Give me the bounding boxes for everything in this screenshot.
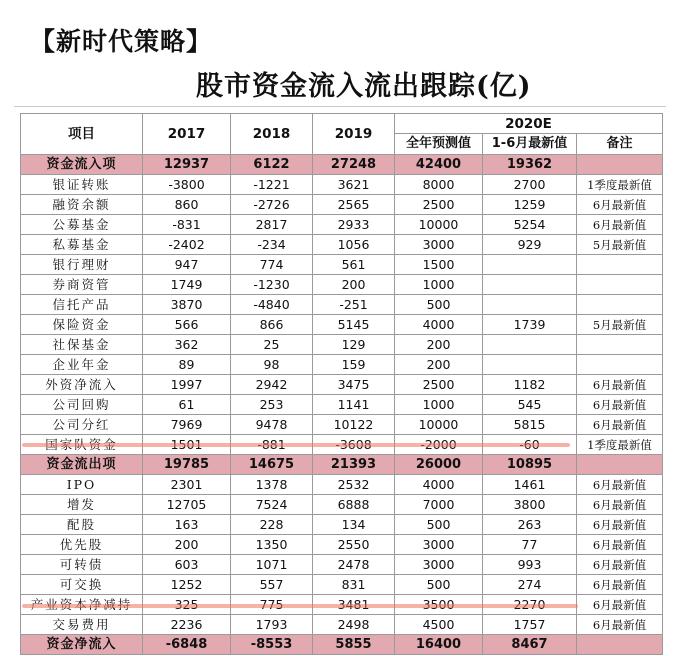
note-cell [577, 275, 663, 295]
row-label: 公募基金 [21, 215, 143, 235]
value-cell: 3000 [395, 235, 483, 255]
year-column-header: 2019 [313, 114, 395, 155]
table-row [21, 615, 663, 635]
value-cell [483, 255, 577, 275]
value-cell: 14675 [231, 455, 313, 475]
value-cell: 2700 [483, 175, 577, 195]
value-cell: 200 [313, 275, 395, 295]
value-cell [483, 355, 577, 375]
value-cell: 1182 [483, 375, 577, 395]
note-cell: 6月最新值 [577, 515, 663, 535]
table-row [21, 355, 663, 375]
value-cell: 12705 [143, 495, 231, 515]
table-row [21, 315, 663, 335]
row-label: 企业年金 [21, 355, 143, 375]
value-cell: -2726 [231, 195, 313, 215]
note-cell: 6月最新值 [577, 195, 663, 215]
row-label: 私募基金 [21, 235, 143, 255]
note-cell: 6月最新值 [577, 575, 663, 595]
row-label: 银行理财 [21, 255, 143, 275]
value-cell: -1230 [231, 275, 313, 295]
value-cell: 200 [395, 335, 483, 355]
year-column-header: 2018 [231, 114, 313, 155]
value-cell [483, 275, 577, 295]
fund-flow-table [20, 113, 663, 655]
value-cell: 2301 [143, 475, 231, 495]
value-cell: 26000 [395, 455, 483, 475]
value-cell: 1350 [231, 535, 313, 555]
value-cell: 2942 [231, 375, 313, 395]
value-cell: 7000 [395, 495, 483, 515]
value-cell: 545 [483, 395, 577, 415]
row-label: 公司分红 [21, 415, 143, 435]
value-cell: 362 [143, 335, 231, 355]
value-cell: 163 [143, 515, 231, 535]
note-cell [577, 255, 663, 275]
row-label: 可交换 [21, 575, 143, 595]
value-cell: 253 [231, 395, 313, 415]
row-label: 可转债 [21, 555, 143, 575]
value-cell: 10000 [395, 215, 483, 235]
value-cell: 8467 [483, 635, 577, 655]
row-label: 增发 [21, 495, 143, 515]
value-cell: 1000 [395, 395, 483, 415]
value-cell: 3621 [313, 175, 395, 195]
value-cell: 19362 [483, 155, 577, 175]
note-cell: 6月最新值 [577, 595, 663, 615]
value-cell: 500 [395, 575, 483, 595]
value-cell: 10895 [483, 455, 577, 475]
value-cell: 200 [395, 355, 483, 375]
value-cell: -234 [231, 235, 313, 255]
row-label: 优先股 [21, 535, 143, 555]
value-cell: 866 [231, 315, 313, 335]
table-row [21, 335, 663, 355]
note-cell: 6月最新值 [577, 395, 663, 415]
row-label: 券商资管 [21, 275, 143, 295]
value-cell: 6888 [313, 495, 395, 515]
row-label: 信托产品 [21, 295, 143, 315]
note-cell: 6月最新值 [577, 495, 663, 515]
value-cell: 10000 [395, 415, 483, 435]
row-label: 资金净流入 [21, 635, 143, 655]
summary-row [21, 635, 663, 655]
value-cell: 561 [313, 255, 395, 275]
note-column-header: 备注 [577, 134, 663, 155]
note-cell: 6月最新值 [577, 615, 663, 635]
note-cell: 6月最新值 [577, 375, 663, 395]
value-cell: 10122 [313, 415, 395, 435]
value-cell: 263 [483, 515, 577, 535]
table-row [21, 215, 663, 235]
value-cell: 27248 [313, 155, 395, 175]
table-row [21, 175, 663, 195]
value-cell: 603 [143, 555, 231, 575]
value-cell: -2402 [143, 235, 231, 255]
note-cell: 6月最新值 [577, 475, 663, 495]
note-cell [577, 335, 663, 355]
note-cell: 5月最新值 [577, 235, 663, 255]
row-label: 资金流入项 [21, 155, 143, 175]
summary-row [21, 455, 663, 475]
value-cell: 1259 [483, 195, 577, 215]
table-row [21, 255, 663, 275]
table-row [21, 295, 663, 315]
value-cell: 134 [313, 515, 395, 535]
value-cell: 1739 [483, 315, 577, 335]
value-cell: 2817 [231, 215, 313, 235]
value-cell: -4840 [231, 295, 313, 315]
value-cell: -6848 [143, 635, 231, 655]
forecast-latest-header: 1-6月最新值 [483, 134, 577, 155]
value-cell: 5254 [483, 215, 577, 235]
value-cell: 4000 [395, 475, 483, 495]
table-row [21, 495, 663, 515]
value-cell: 1141 [313, 395, 395, 415]
title-divider [14, 106, 666, 107]
value-cell: 19785 [143, 455, 231, 475]
value-cell: 947 [143, 255, 231, 275]
table-row [21, 515, 663, 535]
value-cell: 500 [395, 295, 483, 315]
value-cell: 500 [395, 515, 483, 535]
item-column-header: 项目 [21, 114, 143, 155]
note-cell [577, 155, 663, 175]
value-cell: 2933 [313, 215, 395, 235]
value-cell: 3475 [313, 375, 395, 395]
note-cell: 6月最新值 [577, 555, 663, 575]
row-label: 公司回购 [21, 395, 143, 415]
row-label: 融资余额 [21, 195, 143, 215]
value-cell: 1500 [395, 255, 483, 275]
value-cell: 5145 [313, 315, 395, 335]
value-cell: 2478 [313, 555, 395, 575]
value-cell [483, 295, 577, 315]
row-label: 社保基金 [21, 335, 143, 355]
value-cell: 7969 [143, 415, 231, 435]
value-cell: 5815 [483, 415, 577, 435]
value-cell: 774 [231, 255, 313, 275]
value-cell: -3800 [143, 175, 231, 195]
value-cell: 159 [313, 355, 395, 375]
table-row [21, 555, 663, 575]
value-cell: 129 [313, 335, 395, 355]
value-cell: 860 [143, 195, 231, 215]
value-cell: 566 [143, 315, 231, 335]
value-cell: -251 [313, 295, 395, 315]
value-cell: 2565 [313, 195, 395, 215]
brand-label: 【新时代策略】 [30, 27, 213, 56]
highlight-stroke [22, 443, 570, 447]
note-cell [577, 635, 663, 655]
note-cell: 5月最新值 [577, 315, 663, 335]
value-cell: 228 [231, 515, 313, 535]
note-cell [577, 355, 663, 375]
forecast-full-year-header: 全年预测值 [395, 134, 483, 155]
summary-row [21, 155, 663, 175]
table-row [21, 415, 663, 435]
header-row [21, 114, 663, 134]
value-cell: 557 [231, 575, 313, 595]
value-cell: 6122 [231, 155, 313, 175]
note-cell: 1季度最新值 [577, 175, 663, 195]
value-cell: 1749 [143, 275, 231, 295]
value-cell: 993 [483, 555, 577, 575]
note-cell: 6月最新值 [577, 415, 663, 435]
value-cell: 16400 [395, 635, 483, 655]
value-cell: 1757 [483, 615, 577, 635]
note-cell [577, 295, 663, 315]
value-cell: -831 [143, 215, 231, 235]
page-title: 股市资金流入流出跟踪(亿) [196, 71, 532, 102]
table-row [21, 275, 663, 295]
forecast-group-header: 2020E [395, 114, 663, 134]
value-cell: 21393 [313, 455, 395, 475]
highlight-stroke [22, 604, 578, 608]
table-row [21, 535, 663, 555]
value-cell: 3800 [483, 495, 577, 515]
table-row [21, 375, 663, 395]
value-cell: 7524 [231, 495, 313, 515]
value-cell: 3870 [143, 295, 231, 315]
row-label: 外资净流入 [21, 375, 143, 395]
value-cell: 1461 [483, 475, 577, 495]
value-cell: 1000 [395, 275, 483, 295]
value-cell: 12937 [143, 155, 231, 175]
value-cell: 3000 [395, 535, 483, 555]
note-cell: 6月最新值 [577, 535, 663, 555]
value-cell: 200 [143, 535, 231, 555]
table-row [21, 195, 663, 215]
value-cell: 2236 [143, 615, 231, 635]
value-cell: -1221 [231, 175, 313, 195]
table-row [21, 395, 663, 415]
value-cell: 42400 [395, 155, 483, 175]
note-cell: 6月最新值 [577, 215, 663, 235]
value-cell: 831 [313, 575, 395, 595]
row-label: IPO [21, 475, 143, 495]
value-cell: 1997 [143, 375, 231, 395]
note-cell: 1季度最新值 [577, 435, 663, 455]
table-row [21, 475, 663, 495]
value-cell: 9478 [231, 415, 313, 435]
value-cell: 5855 [313, 635, 395, 655]
value-cell: 1071 [231, 555, 313, 575]
value-cell: 8000 [395, 175, 483, 195]
value-cell: 4500 [395, 615, 483, 635]
value-cell [483, 335, 577, 355]
value-cell: 1793 [231, 615, 313, 635]
value-cell: 89 [143, 355, 231, 375]
value-cell: 2500 [395, 375, 483, 395]
value-cell: 929 [483, 235, 577, 255]
row-label: 交易费用 [21, 615, 143, 635]
table-row [21, 575, 663, 595]
value-cell: 1378 [231, 475, 313, 495]
value-cell: 274 [483, 575, 577, 595]
value-cell: 4000 [395, 315, 483, 335]
value-cell: 2532 [313, 475, 395, 495]
row-label: 保险资金 [21, 315, 143, 335]
value-cell: 1056 [313, 235, 395, 255]
note-cell [577, 455, 663, 475]
table-row [21, 235, 663, 255]
value-cell: 2498 [313, 615, 395, 635]
value-cell: 2500 [395, 195, 483, 215]
value-cell: 1252 [143, 575, 231, 595]
year-column-header: 2017 [143, 114, 231, 155]
value-cell: 77 [483, 535, 577, 555]
row-label: 银证转账 [21, 175, 143, 195]
value-cell: 3000 [395, 555, 483, 575]
value-cell: 25 [231, 335, 313, 355]
value-cell: -8553 [231, 635, 313, 655]
row-label: 资金流出项 [21, 455, 143, 475]
row-label: 配股 [21, 515, 143, 535]
value-cell: 61 [143, 395, 231, 415]
value-cell: 98 [231, 355, 313, 375]
value-cell: 2550 [313, 535, 395, 555]
